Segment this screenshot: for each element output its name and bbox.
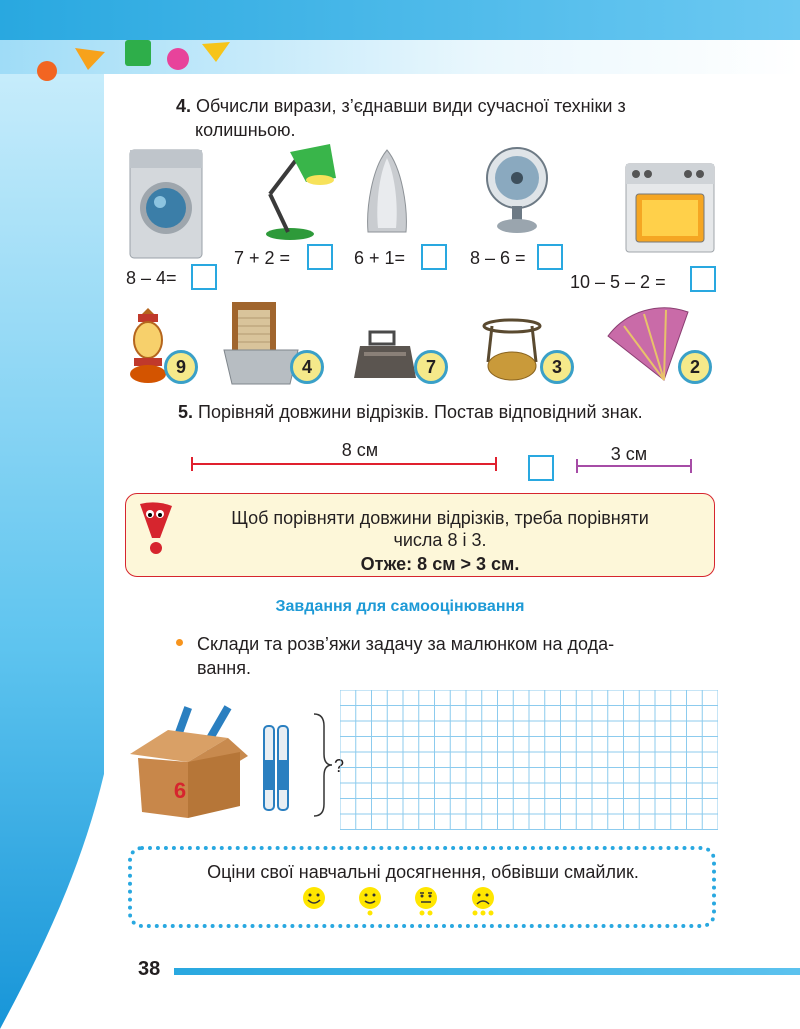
task4-instruction	[176, 94, 716, 118]
stove-icon	[624, 162, 716, 254]
top-band	[0, 0, 800, 40]
washboard-tub-icon	[222, 300, 302, 386]
expr-1: 8 – 4=	[126, 268, 177, 288]
exclamation-icon	[134, 500, 178, 556]
curly-brace	[312, 712, 334, 818]
flat-iron-icon	[350, 326, 420, 382]
page-number: 38	[138, 958, 161, 980]
answer-grid[interactable]	[340, 690, 718, 830]
hint-line1: Щоб порівняти довжини відрізків, треба порівняти	[231, 508, 649, 528]
primus-stove-icon	[478, 316, 548, 384]
self-task-line2: вання.	[197, 658, 251, 678]
smiley-4-icon[interactable]	[470, 886, 496, 916]
smiley-1-icon[interactable]	[302, 886, 326, 912]
answer-box-4[interactable]	[537, 244, 563, 270]
footer-bar	[174, 968, 800, 975]
expr-4: 8 – 6 =	[470, 248, 526, 268]
self-assessment-heading: Завдання для самооцінювання	[275, 598, 525, 615]
task5-number: 5.	[178, 402, 194, 422]
oil-lamp-icon	[126, 306, 170, 384]
electric-iron-icon	[362, 148, 412, 236]
segment-3cm	[574, 458, 694, 474]
answer-box-3[interactable]	[421, 244, 447, 270]
washing-machine-icon	[128, 148, 204, 260]
task4-number: 4.	[176, 96, 192, 116]
answer-circle-2[interactable]: 4	[290, 350, 324, 384]
hint-line3: Отже: 8 см > 3 см.	[360, 554, 520, 574]
segment2-label: 3 см	[610, 444, 648, 464]
evaluation-text: Оціни свої навчальні досягнення, обвівши смайлик.	[207, 862, 639, 882]
question-mark: ?	[334, 756, 345, 776]
box-with-toothbrushes-icon	[128, 700, 296, 822]
geometric-shapes-decoration	[30, 38, 240, 84]
smiley-3-icon[interactable]	[414, 886, 438, 916]
expr-5: 10 – 5 – 2 =	[570, 272, 666, 292]
hint-line2: числа 8 і 3.	[393, 530, 487, 550]
answer-box-2[interactable]	[307, 244, 333, 270]
self-task-line1: Склади та розв’яжи задачу за малюнком на дода-	[197, 634, 615, 654]
answer-circle-4[interactable]: 3	[540, 350, 574, 384]
task4-text-line1: Обчисли вирази, з’єднавши види сучасної техніки з	[196, 96, 626, 116]
smiley-2-icon[interactable]	[358, 886, 382, 916]
answer-circle-3[interactable]: 7	[414, 350, 448, 384]
segment-8cm	[188, 456, 500, 472]
segment1-label: 8 см	[341, 440, 379, 460]
desk-lamp-icon	[250, 138, 342, 242]
answer-box-5[interactable]	[690, 266, 716, 292]
compare-sign-box[interactable]	[528, 455, 554, 481]
answer-circle-1[interactable]: 9	[164, 350, 198, 384]
task4-text-line2: колишньою.	[195, 120, 296, 140]
expr-2: 7 + 2 =	[234, 248, 291, 268]
task5-text: Порівняй довжини відрізків. Постав відповідний знак.	[198, 402, 643, 422]
task5-instruction	[178, 400, 643, 424]
answer-circle-5[interactable]: 2	[678, 350, 712, 384]
answer-box-1[interactable]	[191, 264, 217, 290]
expr-3: 6 + 1=	[354, 248, 406, 268]
box-number: 6	[173, 778, 187, 803]
fan-icon	[482, 146, 552, 236]
bullet-icon	[176, 636, 188, 648]
